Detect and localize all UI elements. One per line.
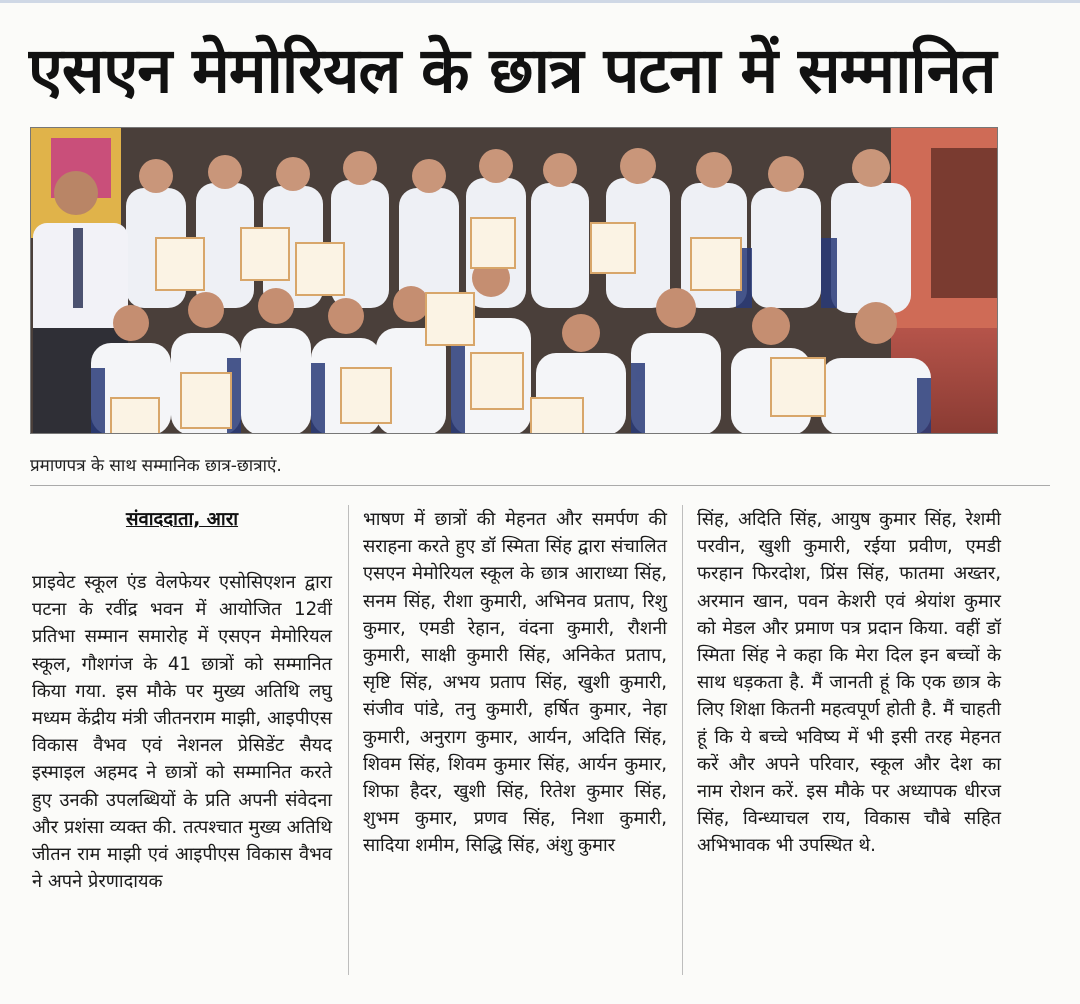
- article-column-2: [363, 506, 667, 860]
- page-top-rule: [0, 0, 1080, 3]
- caption-divider: [30, 485, 1050, 486]
- headline: एसएन मेमोरियल के छात्र पटना में सम्मानित: [28, 34, 996, 107]
- article-column-1: [32, 506, 332, 895]
- article-column-3-text: सिंह, अदिति सिंह, आयुष कुमार सिंह, रेशमी परवीन, खुशी कुमारी, रईया प्रवीण, एमडी फरहान फिरदोश, प्रिंस सिंह, फातमा अख्तर, अरमान खान, पवन केशरी एवं श्रेयांश कुमार को मेडल और प्रमाण पत्र प्रदान किया. वहीं डॉ स्मिता सिंह ने कहा कि मेरा दिल इन बच्चों के साथ धड़कता है. मैं जानती हूं कि एक छात्र के लिए शिक्षा कितनी महत्वपूर्ण होती है. मैं चाहती हूं कि ये बच्चे भविष्य में भी इसी तरह मेहनत करें और अपने परिवार, स्कूल और देश का नाम रोशन करें. इस मौके पर अध्यापक धीरज सिंह, विन्ध्याचल राय, विकास चौबे सहित अभिभावक भी उपस्थित थे.: [697, 509, 1001, 857]
- column-divider-1: [348, 505, 349, 975]
- article-column-1-text: प्राइवेट स्कूल एंड वेलफेयर एसोसिएशन द्वारा पटना के रवींद्र भवन में आयोजित 12वीं प्रतिभा सम्मान समारोह में एसएन मेमोरियल स्कूल, गौशगंज के 41 छात्रों को सम्मानित किया गया. इस मौके पर मुख्य अतिथि लघु मध्यम केंद्रीय मंत्री जीतनराम माझी, आइपीएस विकास वैभव एवं नेशनल प्रेसिडेंट सैयद इस्माइल अहमद ने छात्रों को सम्मानित करते हुए उनकी उपलब्धियों के प्रति अपनी संवेदना और प्रशंसा व्यक्त की. तत्पश्चात मुख्य अतिथि जीतन राम माझी एवं आइपीएस विकास वैभव ने अपने प्रेरणादायक: [32, 572, 332, 893]
- byline: संवाददाता, आरा: [125, 509, 239, 530]
- group-photo: [30, 127, 998, 434]
- article-column-3: [697, 506, 1001, 860]
- group-photo-icon: [31, 128, 998, 434]
- photo-caption: प्रमाणपत्र के साथ सम्मानिक छात्र-छात्राएं.: [30, 456, 282, 476]
- article-column-2-text: भाषण में छात्रों की मेहनत और समर्पण की सराहना करते हुए डॉ स्मिता सिंह द्वारा संचालित एसएन मेमोरियल स्कूल के छात्र आराध्या सिंह, सनम सिंह, रीशा कुमारी, अभिनव प्रताप, रिशु कुमार, एमडी रेहान, वंदना कुमारी, रौशनी कुमारी, साक्षी कुमारी सिंह, अनिकेत प्रताप, सृष्टि सिंह, अभय प्रताप सिंह, खुशी कुमारी, संजीव पांडे, तनु कुमारी, हर्षित कुमार, नेहा कुमारी, अनुराग कुमार, आर्यन, अदिति सिंह, शिवम सिंह, शिवम कुमार सिंह, आर्यन कुमार, शिफा हैदर, खुशी सिंह, रितेश कुमार सिंह, शुभम कुमार, प्रणव सिंह, निशा कुमारी, सादिया शमीम, सिद्धि सिंह, अंशु कुमार: [363, 509, 667, 857]
- column-divider-2: [682, 505, 683, 975]
